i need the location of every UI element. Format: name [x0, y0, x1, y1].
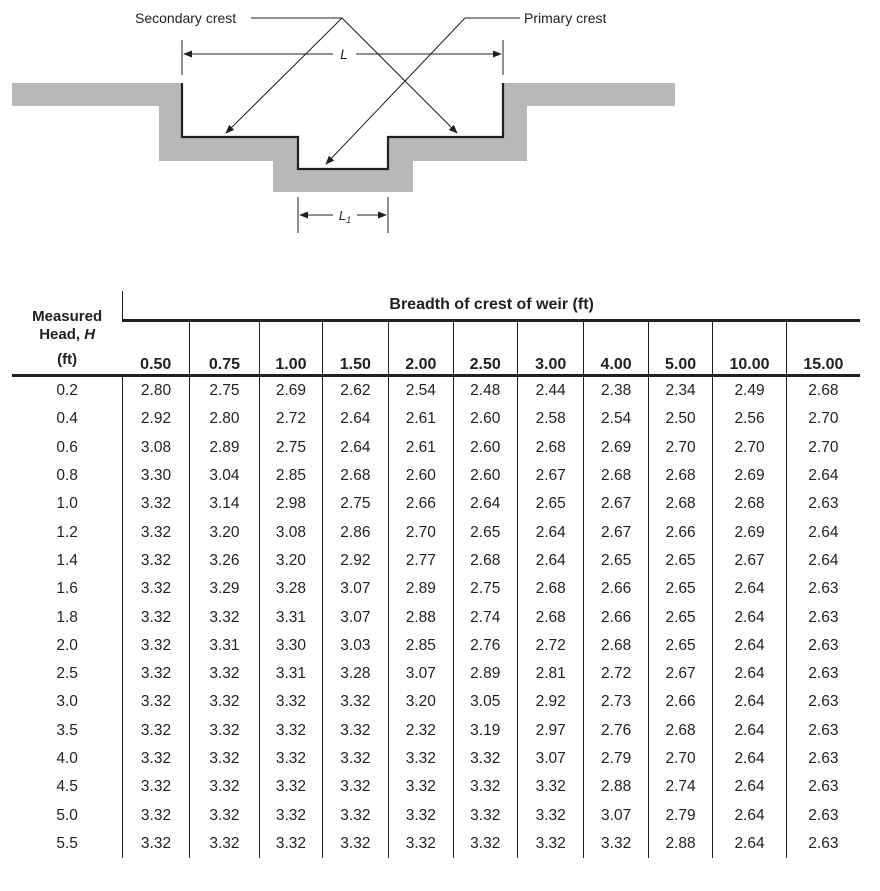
coefficient-cell: 2.80	[123, 376, 189, 406]
coefficient-cell: 2.86	[322, 518, 388, 546]
coefficient-cell: 2.63	[786, 490, 860, 518]
table-row	[12, 462, 860, 490]
coefficient-cell: 3.28	[260, 575, 322, 603]
coefficient-cell: 3.31	[189, 632, 259, 660]
coefficient-cell: 3.32	[453, 745, 517, 773]
coefficient-cell: 2.64	[713, 575, 787, 603]
coefficient-cell: 3.32	[322, 717, 388, 745]
coefficient-cell: 3.14	[189, 490, 259, 518]
coefficient-cell: 2.67	[584, 490, 648, 518]
coefficient-cell: 3.31	[260, 603, 322, 631]
dimension-L-label: L	[340, 46, 348, 62]
coefficient-cell: 3.03	[322, 632, 388, 660]
breadth-header-cell: 1.00	[260, 321, 322, 376]
coefficient-cell: 3.32	[123, 688, 189, 716]
table-row	[12, 405, 860, 433]
table-row	[12, 376, 860, 406]
coefficient-cell: 2.34	[648, 376, 712, 406]
coefficient-cell: 2.70	[786, 405, 860, 433]
coefficient-cell: 2.66	[389, 490, 453, 518]
coefficient-cell: 2.79	[584, 745, 648, 773]
breadth-header-cell: 4.00	[584, 321, 648, 376]
measured-head-header-line1: Measured	[32, 308, 103, 325]
coefficient-cell: 2.60	[389, 462, 453, 490]
coefficient-cell: 2.67	[584, 518, 648, 546]
coefficient-cell: 2.70	[389, 518, 453, 546]
coefficient-cell: 2.64	[786, 518, 860, 546]
head-value-cell: 3.0	[56, 693, 78, 711]
coefficient-cell: 3.32	[453, 830, 517, 858]
coefficient-cell: 2.54	[389, 376, 453, 406]
coefficient-cell: 2.50	[648, 405, 712, 433]
coefficient-cell: 2.62	[322, 376, 388, 406]
head-value-cell: 1.2	[56, 523, 78, 541]
coefficient-cell: 2.68	[713, 490, 787, 518]
coefficient-cell: 2.64	[713, 688, 787, 716]
breadth-header-cell: 2.50	[453, 321, 517, 376]
head-value-cell: 4.0	[56, 750, 78, 767]
dimension-L1-label: $L_1$	[338, 208, 352, 225]
coefficient-cell: 3.32	[322, 773, 388, 801]
coefficient-cell: 2.48	[453, 376, 517, 406]
head-value-cell: 1.4	[56, 551, 78, 569]
coefficient-cell: 3.32	[260, 745, 322, 773]
coefficient-cell: 2.44	[517, 376, 583, 406]
coefficient-cell: 3.32	[189, 801, 259, 829]
coefficient-cell: 2.68	[517, 434, 583, 462]
coefficient-cell: 2.64	[517, 547, 583, 575]
coefficient-cell: 3.32	[189, 745, 259, 773]
head-value-cell: 2.0	[56, 636, 78, 654]
coefficient-cell: 2.73	[584, 688, 648, 716]
coefficient-cell: 3.32	[453, 801, 517, 829]
coefficient-cell: 3.32	[123, 547, 189, 575]
coefficient-cell: 3.32	[260, 801, 322, 829]
table-row	[12, 830, 860, 858]
coefficient-cell: 2.65	[584, 547, 648, 575]
primary-crest-label: Primary crest	[524, 10, 607, 26]
coefficient-cell: 3.32	[389, 745, 453, 773]
coefficient-cell: 3.32	[123, 801, 189, 829]
measured-head-header-unit: (ft)	[57, 351, 78, 368]
head-value-cell: 1.8	[56, 608, 78, 626]
coefficient-cell: 2.56	[713, 405, 787, 433]
breadth-header-cell: 5.00	[648, 321, 712, 376]
coefficient-cell: 2.65	[648, 632, 712, 660]
head-value-cell: 1.0	[56, 495, 78, 513]
coefficient-cell: 2.70	[786, 434, 860, 462]
coefficient-cell: 3.32	[322, 745, 388, 773]
table-row	[12, 773, 860, 801]
head-value-cell: 0.2	[56, 382, 78, 400]
breadth-header-cell: 15.00	[786, 321, 860, 376]
coefficient-cell: 3.32	[123, 660, 189, 688]
coefficient-cell: 3.08	[260, 518, 322, 546]
coefficient-cell: 2.65	[517, 490, 583, 518]
coefficient-cell: 3.20	[389, 688, 453, 716]
coefficient-cell: 2.97	[517, 717, 583, 745]
coefficient-cell: 3.32	[189, 688, 259, 716]
table-row	[12, 575, 860, 603]
coefficient-cell: 2.49	[713, 376, 787, 406]
breadth-header-cell: 0.75	[189, 321, 259, 376]
coefficient-cell: 2.64	[713, 773, 787, 801]
coefficient-cell: 2.64	[786, 462, 860, 490]
coefficient-cell: 2.88	[389, 603, 453, 631]
secondary-crest-arrow-right	[342, 18, 457, 133]
coefficient-cell: 2.54	[584, 405, 648, 433]
coefficient-cell: 2.32	[389, 717, 453, 745]
coefficient-cell: 2.63	[786, 632, 860, 660]
breadth-header-row	[12, 321, 860, 376]
coefficient-cell: 2.61	[389, 434, 453, 462]
coefficient-cell: 2.89	[453, 660, 517, 688]
table-row	[12, 745, 860, 773]
coefficient-cell: 2.67	[648, 660, 712, 688]
coefficient-cell: 2.80	[189, 405, 259, 433]
coefficient-cell: 2.92	[322, 547, 388, 575]
coefficient-cell: 2.88	[584, 773, 648, 801]
coefficient-cell: 3.32	[260, 830, 322, 858]
coefficient-cell: 2.68	[453, 547, 517, 575]
coefficient-cell: 2.66	[648, 688, 712, 716]
coefficient-cell: 3.20	[189, 518, 259, 546]
head-value-cell: 4.5	[56, 778, 78, 796]
coefficient-cell: 2.65	[453, 518, 517, 546]
coefficient-cell: 3.28	[322, 660, 388, 688]
coefficient-cell: 2.89	[189, 434, 259, 462]
coefficient-cell: 3.30	[123, 462, 189, 490]
coefficient-cell: 3.07	[322, 603, 388, 631]
coefficient-cell: 2.88	[648, 830, 712, 858]
coefficient-cell: 3.32	[123, 717, 189, 745]
coefficient-cell: 3.05	[453, 688, 517, 716]
coefficient-cell: 2.64	[713, 632, 787, 660]
coefficient-cell: 2.68	[517, 603, 583, 631]
coefficient-cell: 2.72	[260, 405, 322, 433]
coefficient-cell: 3.30	[260, 632, 322, 660]
head-value-cell: 0.4	[56, 410, 78, 428]
coefficient-cell: 3.32	[517, 830, 583, 858]
coefficient-cell: 3.04	[189, 462, 259, 490]
coefficient-cell: 3.07	[389, 660, 453, 688]
coefficient-cell: 2.68	[584, 632, 648, 660]
coefficient-cell: 2.89	[389, 575, 453, 603]
coefficient-cell: 3.32	[123, 745, 189, 773]
table-row	[12, 801, 860, 829]
coefficient-cell: 2.75	[453, 575, 517, 603]
coefficient-cell: 2.75	[189, 376, 259, 406]
coefficient-cell: 3.32	[517, 773, 583, 801]
breadth-header-cell: 2.00	[389, 321, 453, 376]
coefficient-cell: 2.75	[260, 434, 322, 462]
coefficient-cell: 2.75	[322, 490, 388, 518]
breadth-header-cell: 0.50	[123, 321, 189, 376]
table-row	[12, 632, 860, 660]
table-row	[12, 603, 860, 631]
coefficient-cell: 3.32	[189, 717, 259, 745]
coefficient-cell: 2.69	[713, 518, 787, 546]
table-row	[12, 434, 860, 462]
coefficient-cell: 3.31	[260, 660, 322, 688]
head-value-cell: 3.5	[56, 721, 78, 739]
coefficient-cell: 3.32	[123, 773, 189, 801]
coefficient-cell: 3.07	[322, 575, 388, 603]
coefficient-cell: 2.64	[713, 830, 787, 858]
coefficient-cell: 3.32	[322, 688, 388, 716]
coefficient-cell: 2.63	[786, 773, 860, 801]
coefficient-cell: 2.68	[648, 490, 712, 518]
head-value-cell: 2.5	[56, 665, 78, 683]
table-row	[12, 688, 860, 716]
coefficient-cell: 2.63	[786, 660, 860, 688]
coefficient-cell: 3.32	[453, 773, 517, 801]
coefficient-cell: 2.69	[713, 462, 787, 490]
coefficient-cell: 2.64	[322, 405, 388, 433]
coefficient-cell: 2.92	[517, 688, 583, 716]
measured-head-header-line2: Head, H	[39, 326, 96, 343]
coefficient-cell: 2.68	[584, 462, 648, 490]
coefficient-cell: 3.32	[189, 830, 259, 858]
coefficient-cell: 3.32	[123, 603, 189, 631]
coefficient-cell: 2.76	[453, 632, 517, 660]
coefficient-cell: 3.32	[123, 518, 189, 546]
head-value-cell: 0.8	[56, 467, 78, 485]
coefficient-cell: 3.32	[322, 801, 388, 829]
coefficient-cell: 2.85	[260, 462, 322, 490]
table-row	[12, 660, 860, 688]
coefficient-cell: 2.98	[260, 490, 322, 518]
coefficient-cell: 2.64	[713, 603, 787, 631]
coefficient-cell: 2.63	[786, 603, 860, 631]
coefficient-cell: 2.63	[786, 830, 860, 858]
table-row	[12, 547, 860, 575]
coefficient-cell: 2.38	[584, 376, 648, 406]
coefficient-cell: 2.69	[584, 434, 648, 462]
weir-body	[12, 83, 675, 192]
coefficient-cell: 2.74	[648, 773, 712, 801]
coefficient-cell: 2.68	[786, 376, 860, 406]
coefficient-cell: 2.66	[648, 518, 712, 546]
coefficient-cell: 2.70	[713, 434, 787, 462]
coefficient-cell: 2.69	[260, 376, 322, 406]
coefficient-cell: 3.20	[260, 547, 322, 575]
coefficient-cell: 3.07	[584, 801, 648, 829]
coefficient-cell: 3.32	[260, 717, 322, 745]
coefficient-cell: 2.67	[517, 462, 583, 490]
coefficient-cell: 3.07	[517, 745, 583, 773]
coefficient-cell: 2.68	[648, 462, 712, 490]
coefficient-cell: 3.32	[517, 801, 583, 829]
coefficient-cell: 2.64	[713, 660, 787, 688]
coefficient-cell: 2.65	[648, 603, 712, 631]
coefficient-cell: 2.64	[517, 518, 583, 546]
coefficient-cell: 2.64	[713, 745, 787, 773]
coefficient-cell: 3.32	[123, 575, 189, 603]
coefficient-cell: 3.26	[189, 547, 259, 575]
breadth-header-cell: 10.00	[713, 321, 787, 376]
table-row	[12, 717, 860, 745]
coefficient-cell: 2.63	[786, 745, 860, 773]
weir-coefficient-table	[12, 291, 860, 858]
coefficient-cell: 2.79	[648, 801, 712, 829]
coefficient-cell: 2.85	[389, 632, 453, 660]
head-value-cell: 5.5	[56, 834, 78, 852]
coefficient-cell: 2.67	[713, 547, 787, 575]
coefficient-cell: 3.32	[123, 830, 189, 858]
coefficient-cell: 3.32	[584, 830, 648, 858]
coefficient-cell: 3.32	[123, 632, 189, 660]
coefficient-cell: 2.63	[786, 717, 860, 745]
coefficient-cell: 3.08	[123, 434, 189, 462]
coefficient-cell: 2.61	[389, 405, 453, 433]
coefficient-cell: 2.64	[322, 434, 388, 462]
coefficient-cell: 2.68	[517, 575, 583, 603]
breadth-header-cell: 1.50	[322, 321, 388, 376]
coefficient-cell: 2.70	[648, 434, 712, 462]
coefficient-cell: 3.32	[322, 830, 388, 858]
coefficient-cell: 2.64	[713, 717, 787, 745]
coefficient-cell: 3.32	[260, 688, 322, 716]
coefficient-cell: 2.66	[584, 603, 648, 631]
coefficient-cell: 3.32	[260, 773, 322, 801]
coefficient-cell: 2.64	[713, 801, 787, 829]
breadth-group-header: Breadth of crest of weir (ft)	[123, 291, 860, 321]
coefficient-cell: 2.60	[453, 434, 517, 462]
coefficient-cell: 2.74	[453, 603, 517, 631]
coefficient-cell: 3.32	[189, 603, 259, 631]
table-row	[12, 518, 860, 546]
head-value-cell: 0.6	[56, 438, 78, 456]
coefficient-cell: 2.64	[786, 547, 860, 575]
coefficient-cell: 2.63	[786, 575, 860, 603]
coefficient-cell: 2.68	[648, 717, 712, 745]
coefficient-cell: 2.72	[517, 632, 583, 660]
coefficient-cell: 2.68	[322, 462, 388, 490]
coefficient-cell: 2.60	[453, 462, 517, 490]
breadth-header-cell: 3.00	[517, 321, 583, 376]
coefficient-cell: 2.72	[584, 660, 648, 688]
head-value-cell: 1.6	[56, 580, 78, 598]
coefficient-cell: 3.19	[453, 717, 517, 745]
coefficient-cell: 2.92	[123, 405, 189, 433]
coefficient-cell: 2.77	[389, 547, 453, 575]
table-body	[12, 376, 860, 859]
coefficient-cell: 2.64	[453, 490, 517, 518]
secondary-crest-label: Secondary crest	[135, 10, 237, 26]
measured-head-header	[12, 291, 123, 376]
coefficient-cell: 2.65	[648, 575, 712, 603]
coefficient-cell: 3.32	[389, 773, 453, 801]
weir-diagram	[0, 0, 880, 245]
coefficient-cell: 3.32	[389, 801, 453, 829]
coefficient-cell: 3.32	[123, 490, 189, 518]
coefficient-cell: 3.32	[189, 773, 259, 801]
head-value-cell: 5.0	[56, 806, 78, 824]
coefficient-cell: 2.63	[786, 688, 860, 716]
coefficient-cell: 3.32	[389, 830, 453, 858]
coefficient-cell: 2.60	[453, 405, 517, 433]
coefficient-cell: 3.32	[189, 660, 259, 688]
coefficient-cell: 2.58	[517, 405, 583, 433]
coefficient-cell: 2.70	[648, 745, 712, 773]
coefficient-cell: 2.81	[517, 660, 583, 688]
coefficient-cell: 2.66	[584, 575, 648, 603]
coefficient-cell: 2.63	[786, 801, 860, 829]
coefficient-cell: 3.29	[189, 575, 259, 603]
coefficient-cell: 2.76	[584, 717, 648, 745]
secondary-crest-arrow-left	[226, 18, 342, 133]
table-row	[12, 490, 860, 518]
coefficient-cell: 2.65	[648, 547, 712, 575]
